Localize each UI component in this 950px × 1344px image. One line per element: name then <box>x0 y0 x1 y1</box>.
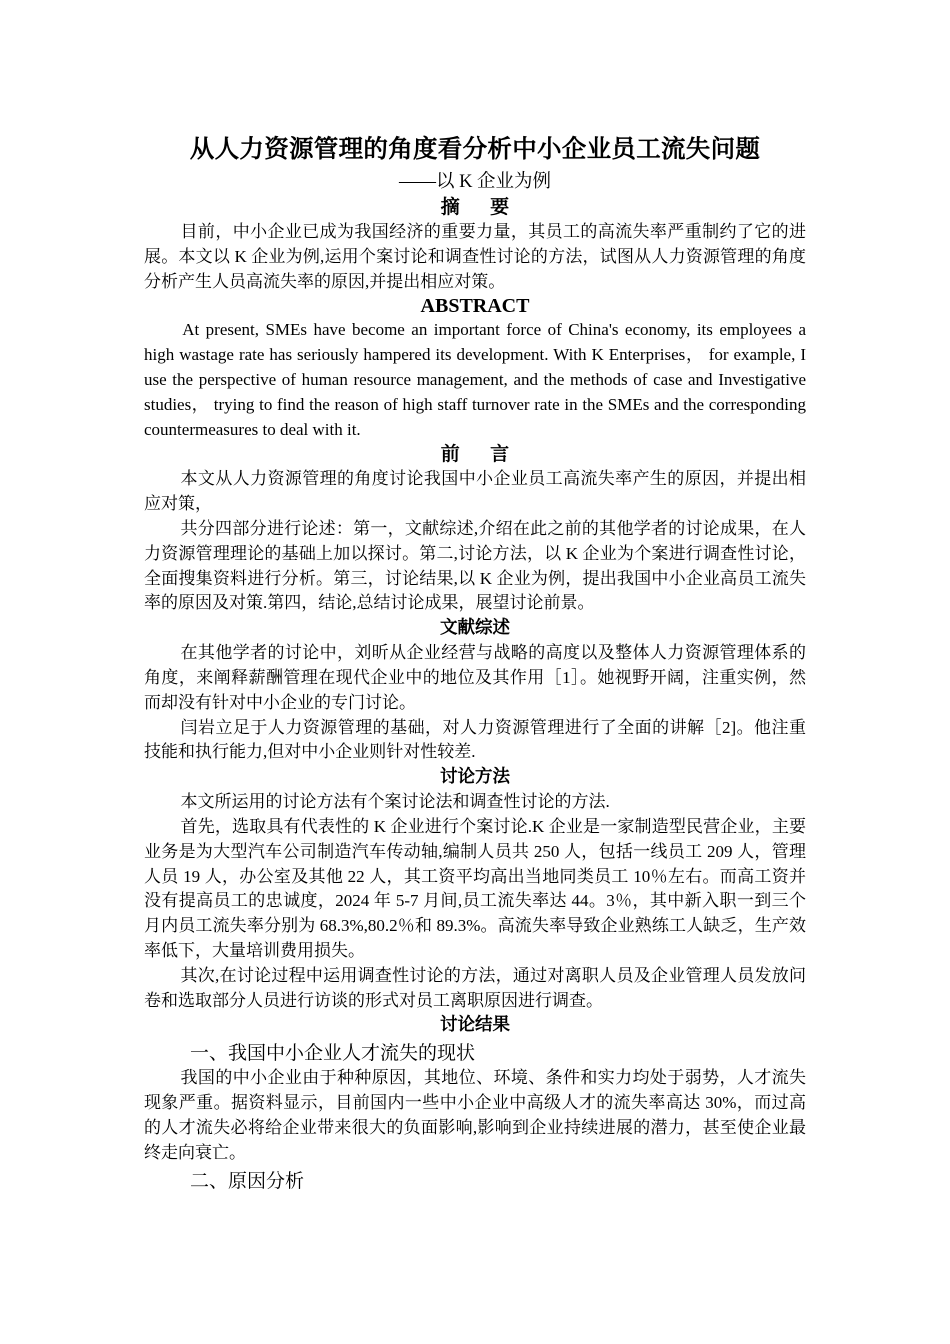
document-title: 从人力资源管理的角度看分析中小企业员工流失问题 <box>189 136 761 163</box>
abstract-en-heading: ABSTRACT <box>420 295 530 318</box>
abstract-cn-paragraph: 目前，中小企业已成为我国经济的重要力量，其员工的高流失率严重制约了它的进展。本文以 K 企业为例,运用个案讨论和调查性讨论的方法，试图从人力资源管理的角度分析产生人员高流失率的原因,并提出相应对策。 <box>144 222 806 291</box>
abstract-cn-heading: 摘要 <box>440 197 540 218</box>
results-heading: 讨论结果 <box>440 1015 510 1036</box>
literature-paragraph-1: 在其他学者的讨论中，刘昕从企业经营与战略的高度以及整体人力资源管理体系的角度，来阐释薪酬管理在现代企业中的地位及其作用［1］。她视野开阔，注重实例，然而却没有针对中小企业的专门讨论。 <box>144 643 806 712</box>
results-section2-title: 二、原因分析 <box>190 1169 305 1192</box>
methods-paragraph-3: 其次,在讨论过程中运用调查性讨论的方法，通过对离职人员及企业管理人员发放问卷和选取部分人员进行访谈的形式对员工离职原因进行调查。 <box>144 965 806 1010</box>
results-section1-paragraph: 我国的中小企业由于种种原因，其地位、环境、条件和实力均处于弱势，人才流失现象严重。据资料显示，目前国内一些中小企业中高级人才的流失率高达 30%，而过高的人才流失必将给企业带来很大的负面影响,影响到企业持续进展的潜力，甚至使企业最终走向衰亡。 <box>144 1068 806 1162</box>
results-section1-title: 一、我国中小企业人才流失的现状 <box>190 1042 476 1065</box>
literature-paragraph-2: 闫岩立足于人力资源管理的基础，对人力资源管理进行了全面的讲解［2]。他注重技能和执行能力,但对中小企业则针对性较差. <box>144 717 806 762</box>
document-page <box>144 130 806 1194</box>
preface-heading: 前言 <box>440 444 540 466</box>
abstract-en-paragraph: At present, SMEs have become an important force of China's economy, its employees a high wastage rate has seriously hampered its development. With K Enterprises， for example, I use the perspective of human resource management, and the methods of case and Investigative studies， trying to find the reason of high staff turnover rate in the SMEs and the corresponding countermeasures to deal with it. <box>144 320 806 439</box>
document-subtitle: ——以 K 企业为例 <box>398 172 552 192</box>
methods-paragraph-1: 本文所运用的讨论方法有个案讨论法和调查性讨论的方法. <box>180 792 610 812</box>
methods-paragraph-2: 首先，选取具有代表性的 K 企业进行个案讨论.K 企业是一家制造型民营企业，主要业务是为大型汽车公司制造汽车传动轴,编制人员共 250 人，包括一线员工 209 人，管理人员 19 人，办公室及其他 22 人，其工资平均高出当地同类员工 10％左右。而高工资并没有提高员工的忠诚度，2024 年 5-7 月间,员工流失率达 44。3％，其中新入职一到三个月内员工流失率分别为 68.3%,80.2％和 89.3%。高流失率导致企业熟练工人缺乏，生产效率低下，大量培训费用损失。 <box>144 816 806 960</box>
methods-heading: 讨论方法 <box>440 767 510 788</box>
preface-paragraph-2: 共分四部分进行论述：第一，文献综述,介绍在此之前的其他学者的讨论成果，在人力资源管理理论的基础上加以探讨。第二,讨论方法，以 K 企业为个案进行调查性讨论，全面搜集资料进行分析。第三，讨论结果,以 K 企业为例，提出我国中小企业高员工流失率的原因及对策.第四，结论,总结讨论成果，展望讨论前景。 <box>144 518 806 613</box>
literature-heading: 文献综述 <box>440 618 510 639</box>
preface-paragraph-1: 本文从人力资源管理的角度讨论我国中小企业员工高流失率产生的原因，并提出相应对策， <box>144 469 806 514</box>
